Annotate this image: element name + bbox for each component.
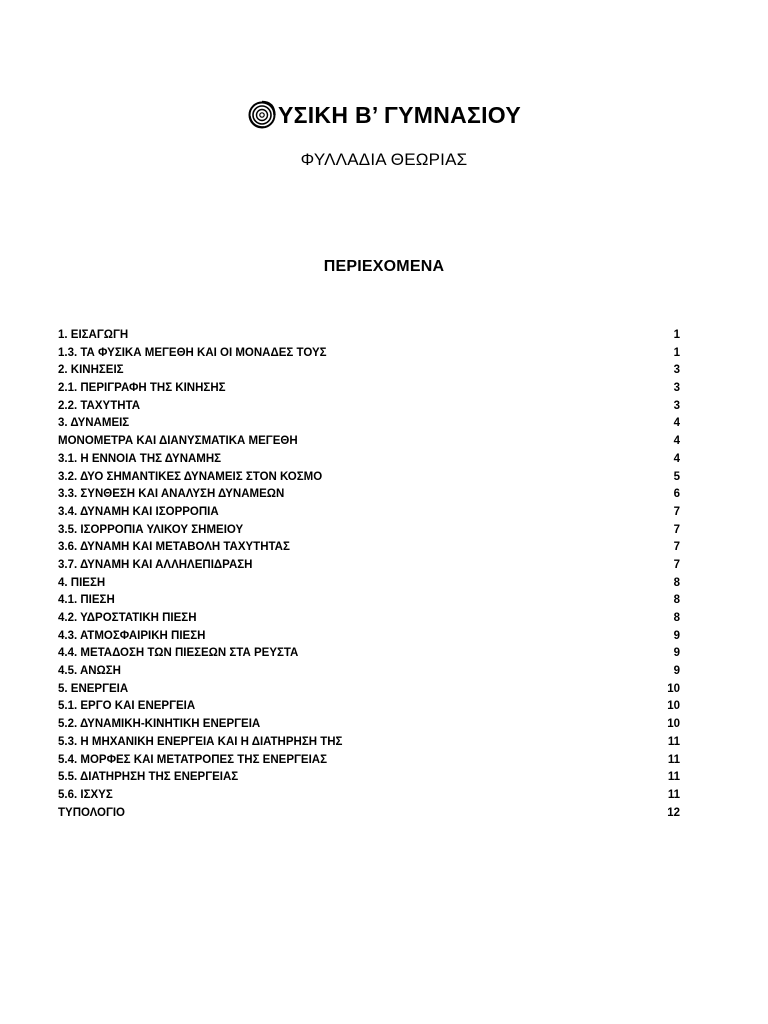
toc-entry-page-number: 8 <box>673 594 680 607</box>
toc-entry-page-number: 11 <box>667 771 680 784</box>
toc-entry-page-number: 7 <box>673 523 680 536</box>
toc-entry-title: 3. ΔΥΝΑΜΕΙΣ <box>58 417 130 430</box>
toc-entry[interactable] <box>58 435 680 453</box>
toc-entry[interactable] <box>58 488 680 506</box>
toc-entry-page-number: 4 <box>673 417 680 430</box>
toc-entry-title: 2. ΚΙΝΗΣΕΙΣ <box>58 364 124 377</box>
toc-entry-title: 5. ΕΝΕΡΓΕΙΑ <box>58 682 129 695</box>
toc-entry-title: 4.4. ΜΕΤΑΔΟΣΗ ΤΩΝ ΠΙΕΣΕΩΝ ΣΤΑ ΡΕΥΣΤΑ <box>58 647 299 660</box>
toc-entry[interactable] <box>58 541 680 559</box>
toc-entry[interactable] <box>58 506 680 524</box>
toc-entry-title: 5.3. Η ΜΗΧΑΝΙΚΗ ΕΝΕΡΓΕΙΑ ΚΑΙ Η ΔΙΑΤΗΡΗΣΗ ΤΗΣ <box>58 735 343 748</box>
document-subtitle: ΦΥΛΛΑΔΙΑ ΘΕΩΡΙΑΣ <box>300 150 468 169</box>
toc-entry-title: 3.5. ΙΣΟΡΡΟΠΙΑ ΥΛΙΚΟΥ ΣΗΜΕΙΟΥ <box>58 523 244 536</box>
toc-entry-title: 5.4. ΜΟΡΦΕΣ ΚΑΙ ΜΕΤΑΤΡΟΠΕΣ ΤΗΣ ΕΝΕΡΓΕΙΑΣ <box>58 753 327 766</box>
toc-entry[interactable] <box>58 683 680 701</box>
toc-entry-page-number: 11 <box>667 788 680 801</box>
toc-entry-page-number: 8 <box>673 576 680 589</box>
toc-entry[interactable] <box>58 700 680 718</box>
toc-entry-page-number: 5 <box>673 470 680 483</box>
toc-entry-page-number: 3 <box>673 364 680 377</box>
toc-entry[interactable] <box>58 524 680 542</box>
toc-entry[interactable] <box>58 665 680 683</box>
toc-entry-page-number: 10 <box>667 700 680 713</box>
toc-entry-page-number: 1 <box>673 329 680 341</box>
toc-entry-page-number: 7 <box>673 541 680 554</box>
toc-entry-title: 4.3. ΑΤΜΟΣΦΑΙΡΙΚΗ ΠΙΕΣΗ <box>58 629 206 642</box>
toc-entry-title: 1. ΕΙΣΑΓΩΓΗ <box>58 329 129 341</box>
toc-entry-page-number: 1 <box>673 346 680 359</box>
toc-entry-page-number: 6 <box>673 488 680 501</box>
toc-entry-title: 5.1. ΕΡΓΟ ΚΑΙ ΕΝΕΡΓΕΙΑ <box>58 700 196 713</box>
toc-entry-title: ΜΟΝΟΜΕΤΡΑ ΚΑΙ ΔΙΑΝΥΣΜΑΤΙΚΑ ΜΕΓΕΘΗ <box>58 435 298 448</box>
toc-entry[interactable] <box>58 400 680 418</box>
toc-entry-page-number: 9 <box>673 647 680 660</box>
toc-entry-page-number: 10 <box>667 682 680 695</box>
toc-entry-title: 2.2. ΤΑΧΥΤΗΤΑ <box>58 399 140 412</box>
toc-entry[interactable] <box>58 736 680 754</box>
toc-entry-title: 3.3. ΣΥΝΘΕΣΗ ΚΑΙ ΑΝΑΛΥΣΗ ΔΥΝΑΜΕΩΝ <box>58 488 285 501</box>
toc-entry[interactable] <box>58 771 680 789</box>
toc-entry-title: 1.3. ΤΑ ΦΥΣΙΚΑ ΜΕΓΕΘΗ ΚΑΙ ΟΙ ΜΟΝΑΔΕΣ ΤΟΥΣ <box>58 346 327 359</box>
toc-entry-title: 5.6. ΙΣΧΥΣ <box>58 788 113 801</box>
toc-entry-page-number: 8 <box>673 612 680 624</box>
toc-entry[interactable] <box>58 630 680 648</box>
toc-entry-title: 4.2. ΥΔΡΟΣΤΑΤΙΚΗ ΠΙΕΣΗ <box>58 612 197 624</box>
toc-entry-title: 3.1. Η ΕΝΝΟΙΑ ΤΗΣ ΔΥΝΑΜΗΣ <box>58 452 222 465</box>
toc-entry[interactable] <box>58 718 680 736</box>
toc-entry-title: 5.5. ΔΙΑΤΗΡΗΣΗ ΤΗΣ ΕΝΕΡΓΕΙΑΣ <box>58 771 239 784</box>
toc-entry-page-number: 12 <box>667 806 680 819</box>
toc-entry-page-number: 3 <box>673 382 680 395</box>
toc-entry-page-number: 4 <box>673 435 680 448</box>
toc-entry[interactable] <box>58 329 680 347</box>
toc-entry-page-number: 9 <box>673 665 680 678</box>
toc-entry[interactable] <box>58 807 680 825</box>
toc-entry-title: 2.1. ΠΕΡΙΓΡΑΦΗ ΤΗΣ ΚΙΝΗΣΗΣ <box>58 382 226 395</box>
toc-entry-title: 4. ΠΙΕΣΗ <box>58 576 106 589</box>
toc-entry-title: 5.2. ΔΥΝΑΜΙΚΗ-ΚΙΝΗΤΙΚΗ ΕΝΕΡΓΕΙΑ <box>58 718 261 731</box>
toc-entry[interactable] <box>58 453 680 471</box>
toc-entry[interactable] <box>58 347 680 365</box>
spiral-phi-logo-icon <box>247 100 277 130</box>
toc-entry-title: 3.4. ΔΥΝΑΜΗ ΚΑΙ ΙΣΟΡΡΟΠΙΑ <box>58 505 219 518</box>
toc-entry[interactable] <box>58 364 680 382</box>
toc-entry-page-number: 11 <box>667 735 680 748</box>
toc-entry[interactable] <box>58 382 680 400</box>
document-title: ΥΣΙΚΗ Β’ ΓΥΜΝΑΣΙΟΥ <box>278 101 521 128</box>
toc-entry-title: 3.2. ΔΥΟ ΣΗΜΑΝΤΙΚΕΣ ΔΥΝΑΜΕΙΣ ΣΤΟΝ ΚΟΣΜΟ <box>58 470 323 483</box>
toc-entry[interactable] <box>58 577 680 595</box>
toc-entry-page-number: 9 <box>673 629 680 642</box>
toc-entry[interactable] <box>58 612 680 630</box>
toc-entry[interactable] <box>58 594 680 612</box>
toc-entry-title: 4.5. ΑΝΩΣΗ <box>58 665 121 678</box>
toc-entry[interactable] <box>58 754 680 772</box>
toc-entry-page-number: 11 <box>667 753 680 766</box>
toc-entry-page-number: 10 <box>667 718 680 731</box>
toc-entry-page-number: 7 <box>673 558 680 571</box>
toc-entry-title: 3.7. ΔΥΝΑΜΗ ΚΑΙ ΑΛΛΗΛΕΠΙΔΡΑΣΗ <box>58 558 253 571</box>
toc-entry-title: 3.6. ΔΥΝΑΜΗ ΚΑΙ ΜΕΤΑΒΟΛΗ ΤΑΧΥΤΗΤΑΣ <box>58 541 290 554</box>
document-title-row <box>0 100 768 130</box>
table-of-contents <box>58 329 680 824</box>
toc-entry-title: 4.1. ΠΙΕΣΗ <box>58 594 115 607</box>
toc-entry-title: ΤΥΠΟΛΟΓΙΟ <box>58 806 125 819</box>
toc-entry[interactable] <box>58 789 680 807</box>
toc-entry[interactable] <box>58 647 680 665</box>
contents-heading: ΠΕΡΙΕΧΟΜΕΝΑ <box>323 258 445 275</box>
toc-entry[interactable] <box>58 471 680 489</box>
toc-entry[interactable] <box>58 559 680 577</box>
toc-entry-page-number: 4 <box>673 452 680 465</box>
toc-entry[interactable] <box>58 417 680 435</box>
toc-entry-page-number: 3 <box>673 399 680 412</box>
toc-entry-page-number: 7 <box>673 505 680 518</box>
